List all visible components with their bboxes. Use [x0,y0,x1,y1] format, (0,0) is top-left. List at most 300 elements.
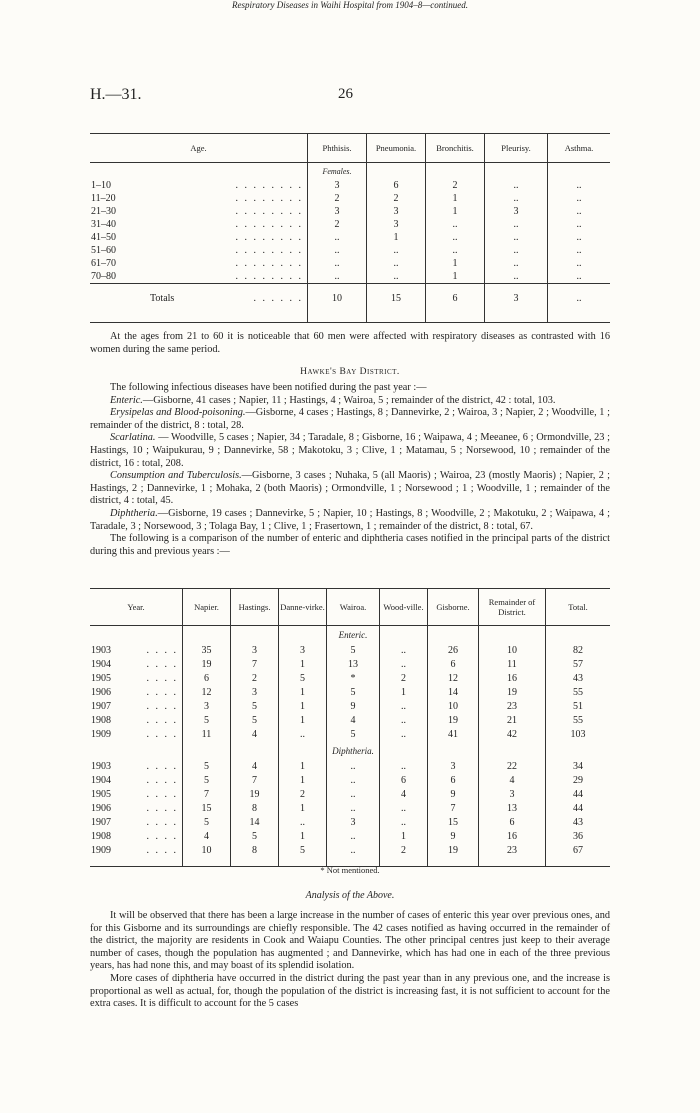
value-cell: 2 [279,788,327,802]
value-cell: .. [380,700,428,714]
value-cell: 5 [327,686,380,700]
value-cell: 6 [479,816,546,830]
spacer [279,742,327,760]
disease-entry [90,470,610,508]
col-bronchitis: Bronchitis. [426,134,485,163]
spacer [279,626,327,645]
value-cell: .. [485,179,548,192]
disease-text: —Gisborne, 19 cases ; Dannevirke, 5 ; Napier, 10 ; Hastings, 8 ; Woodville, 2 ; Makotuku, 2 ; Waipawa, 4 ; Taradale, 3 ; Norsewood, 3 ; Tolaga Bay, 1 ; Clive, 1 ; Frasertown, 1 ; remainder of the district, 8 : total, 67. [90,507,610,532]
leader-dots: . . . . . . . . [211,179,307,192]
value-cell: 19 [428,844,479,858]
value-cell: .. [380,644,428,658]
age-cell: 11–20 [91,193,116,204]
leader-dots: . . . . [128,802,183,816]
value-cell: 1 [380,830,428,844]
value-cell: 6 [367,179,426,192]
value-cell: 7 [231,774,279,788]
value-cell: 3 [367,218,426,231]
analysis-text [90,910,610,1011]
value-cell: 6 [428,658,479,672]
analysis-title: Analysis of the Above. [305,890,395,901]
leader-dots: . . . . . . . . [211,218,307,231]
value-cell: 5 [183,774,231,788]
value-cell: 14 [231,816,279,830]
value-cell: 8 [231,802,279,816]
year-cell: 1907 [91,817,111,828]
totals-row [90,284,610,313]
value-cell: 36 [573,831,583,842]
table-row [90,686,610,700]
value-cell: 5 [327,728,380,742]
value-cell: 2 [380,844,428,858]
table-row [90,205,610,218]
value-cell: .. [327,788,380,802]
page-number: 26 [338,86,353,102]
value-cell: 10 [428,700,479,714]
value-cell: 4 [231,728,279,742]
leader-dots: . . . . . . . . [211,205,307,218]
value-cell: 82 [573,645,583,656]
totals-label: Totals [90,284,211,313]
value-cell: .. [279,728,327,742]
value-cell: 55 [573,687,583,698]
value-cell: 2 [231,672,279,686]
year-cell: 1908 [91,831,111,842]
analysis-p1: It will be observed that there has been a large increase in the number of cases of enteric this year over previous ones, and for this Gisborne and its surroundings are chiefly responsible. The 42 cases notified as having occurred in the remainder of the district, the majority are residents in Cook and Waiapu Counties. The other principal centres just keep to their average number of cases, though the population has augmented ; and Dannevirke, which has had one in each of the three previous years, has had none this, and may boast of its splendid isolation. [90,910,610,972]
spacer [380,742,428,760]
value-cell: 6 [428,774,479,788]
value-cell: .. [576,271,582,282]
value-cell: 5 [279,844,327,858]
table-row [90,644,610,658]
col-dannevirke: Danne-virke. [279,589,327,626]
disease-text: —Gisborne, 4 cases ; Hastings, 8 ; Dannevirke, 2 ; Wairoa, 3 ; Napier, 2 ; Woodville, 1 ; remainder of the district, 8 : total, 28. [90,407,610,431]
value-cell: 3 [485,205,548,218]
table-end [90,312,610,323]
value-cell: 13 [479,802,546,816]
year-cell: 1905 [91,673,111,684]
col-pleurisy: Pleurisy. [485,134,548,163]
disease-text: —Gisborne, 41 cases ; Napier, 11 ; Hastings, 4 ; Wairoa, 5 ; remainder of the district, 42 : total, 103. [142,394,556,406]
age-cell: 1–10 [91,180,111,191]
leader-dots: . . . . [128,672,183,686]
value-cell: 1 [279,774,327,788]
spacer [479,742,546,760]
value-cell: 16 [479,672,546,686]
age-cell: 61–70 [91,258,116,269]
intro: The following infectious diseases have been notified during the past year :— [110,382,427,393]
col-phthisis: Phthisis. [308,134,367,163]
value-cell: 22 [479,760,546,774]
table-row [90,658,610,672]
leader-dots: . . . . [128,760,183,774]
total-cell: 10 [308,284,367,313]
age-cell: 41–50 [91,232,116,243]
value-cell: 3 [183,700,231,714]
value-cell: .. [485,257,548,270]
table-row [90,714,610,728]
table-row [90,257,610,270]
value-cell: 55 [573,715,583,726]
value-cell: 12 [183,686,231,700]
value-cell: .. [576,245,582,256]
footnote: * Not mentioned. [320,865,380,875]
leader-dots: . . . . . . . . [211,192,307,205]
value-cell: 3 [367,205,426,218]
spacer [426,312,485,323]
value-cell: 3 [279,644,327,658]
table-row [90,218,610,231]
value-cell: .. [367,244,426,257]
diphtheria-subhead-label: Diphtheria. [327,742,380,760]
value-cell: .. [367,257,426,270]
col-napier: Napier. [183,589,231,626]
value-cell: .. [308,270,367,284]
value-cell: 1 [426,270,485,284]
table-row [90,816,610,830]
value-cell: .. [327,760,380,774]
leader-dots: . . . . . . [211,284,307,313]
value-cell: 35 [183,644,231,658]
value-cell: .. [380,802,428,816]
value-cell: .. [327,830,380,844]
value-cell: 51 [573,701,583,712]
value-cell: .. [576,180,582,191]
age-cell: 21–30 [91,206,116,217]
value-cell: 57 [573,659,583,670]
disease-name: Erysipelas and Blood-poisoning. [110,407,246,419]
leader-dots: . . . . . . . . [211,257,307,270]
leader-dots: . . . . [128,844,183,858]
col-wairoa: Wairoa. [327,589,380,626]
enteric-subhead-label: Enteric. [327,626,380,645]
value-cell: 6 [380,774,428,788]
spacer [211,312,307,323]
value-cell: .. [485,218,548,231]
spacer [485,312,548,323]
disease-name: Enteric. [110,394,143,406]
value-cell: 3 [308,179,367,192]
year-cell: 1903 [91,645,111,656]
leader-dots: . . . . [128,644,183,658]
total-cell: .. [548,284,611,313]
age-cell: 70–80 [91,271,116,282]
table-row [90,672,610,686]
table-row [90,231,610,244]
value-cell: 16 [479,830,546,844]
value-cell: 34 [573,761,583,772]
value-cell: 3 [231,686,279,700]
diphtheria-subhead [90,742,610,760]
col-age: Age. [90,134,308,163]
spacer [548,312,611,323]
value-cell: 103 [570,729,586,740]
value-cell: 1 [279,760,327,774]
year-cell: 1909 [91,729,111,740]
value-cell: 5 [231,700,279,714]
leader-dots: . . . . [128,686,183,700]
value-cell: 13 [327,658,380,672]
value-cell: 2 [367,192,426,205]
year-cell: 1904 [91,775,111,786]
value-cell: 19 [428,714,479,728]
leader-dots: . . . . [128,700,183,714]
value-cell: 1 [426,205,485,218]
spacer [380,626,428,645]
value-cell: .. [576,232,582,243]
value-cell: 9 [327,700,380,714]
value-cell: 1 [279,802,327,816]
year-cell: 1903 [91,761,111,772]
value-cell: 10 [183,844,231,858]
year-cell: 1905 [91,789,111,800]
spacer [128,742,183,760]
table-row [90,760,610,774]
disease-name: Diphtheria. [110,507,158,519]
value-cell: 19 [231,788,279,802]
value-cell: 42 [479,728,546,742]
leader-dots: . . . . [128,728,183,742]
value-cell: 19 [479,686,546,700]
value-cell: 3 [428,760,479,774]
value-cell: 5 [231,714,279,728]
value-cell: .. [380,658,428,672]
disease-entry [90,508,610,533]
disease-text: — Woodville, 5 cases ; Napier, 34 ; Taradale, 8 ; Gisborne, 16 ; Waipawa, 4 ; Meeanee, 6 ; Ormondville, 23 ; Hastings, 10 ; Waipukurau, 9 ; Dannevirke, 58 ; Makotoku, 3 ; Clive, 1 ; Matamau, 5 ; Norsewood, 10 ; remainder of the district, 16 : total, 208. [90,432,610,469]
col-asthma: Asthma. [548,134,611,163]
total-cell: 15 [367,284,426,313]
value-cell: 5 [231,830,279,844]
total-cell: 3 [485,284,548,313]
leader-dots: . . . . [128,816,183,830]
value-cell: .. [485,231,548,244]
year-cell: 1909 [91,845,111,856]
value-cell: 2 [308,218,367,231]
value-cell: 4 [231,760,279,774]
year-cell: 1906 [91,803,111,814]
table-row [90,788,610,802]
table-row [90,774,610,788]
leader-dots: . . . . . . . . [211,270,307,284]
value-cell: .. [485,192,548,205]
value-cell: 43 [573,817,583,828]
value-cell: .. [279,816,327,830]
table-row [90,830,610,844]
value-cell: .. [308,231,367,244]
value-cell: 9 [428,788,479,802]
value-cell: 23 [479,700,546,714]
value-cell: .. [308,244,367,257]
value-cell: .. [576,206,582,217]
value-cell: .. [327,774,380,788]
value-cell: 26 [428,644,479,658]
spacer [183,742,231,760]
value-cell: 21 [479,714,546,728]
value-cell: .. [327,844,380,858]
value-cell: 4 [380,788,428,802]
value-cell: .. [426,218,485,231]
value-cell: .. [426,244,485,257]
value-cell: 43 [573,673,583,684]
value-cell: .. [308,257,367,270]
col-hastings: Hastings. [231,589,279,626]
spacer [231,742,279,760]
value-cell: 19 [183,658,231,672]
enteric-subhead [90,626,610,645]
value-cell: 1 [279,714,327,728]
value-cell: 1 [380,686,428,700]
value-cell: 7 [231,658,279,672]
leader-dots: . . . . [128,830,183,844]
value-cell: 6 [183,672,231,686]
value-cell: 1 [279,686,327,700]
value-cell: .. [327,802,380,816]
value-cell: 2 [308,192,367,205]
value-cell: .. [485,270,548,284]
value-cell: 5 [183,714,231,728]
value-cell: 1 [367,231,426,244]
value-cell: .. [367,270,426,284]
value-cell: 44 [573,789,583,800]
value-cell: 1 [426,257,485,270]
analysis-p2: More cases of diphtheria have occurred in the district during the past year than in any previous one, and the increase is proportional as well as actual, for, though the population of the district is increasing fast, it is not sufficient to account for the extra cases. It is difficult to account for the 5 cases [90,972,610,1010]
value-cell: 3 [327,816,380,830]
value-cell: 7 [428,802,479,816]
value-cell: 5 [183,760,231,774]
disease-entry [90,432,610,470]
subhead-females: Females. [308,163,367,180]
value-cell: 15 [428,816,479,830]
value-cell: 5 [183,816,231,830]
year-cell: 1908 [91,715,111,726]
value-cell: .. [576,258,582,269]
value-cell: * [327,672,380,686]
value-cell: 2 [426,179,485,192]
spacer [231,626,279,645]
value-cell: 3 [479,788,546,802]
table-row [90,728,610,742]
leader-dots: . . . . [128,774,183,788]
value-cell: 4 [479,774,546,788]
leader-dots: . . . . [128,658,183,672]
section-title: Hawke's Bay District. [300,367,400,377]
age-cell: 31–40 [91,219,116,230]
value-cell: 9 [428,830,479,844]
value-cell: .. [485,244,548,257]
leader-dots: . . . . [128,788,183,802]
leader-dots: . . . . . . . . [211,231,307,244]
disease-name: Scarlatina. [110,432,156,444]
col-woodville: Wood-ville. [380,589,428,626]
spacer [128,626,183,645]
spacer [90,626,128,645]
table-row [90,700,610,714]
value-cell: 4 [327,714,380,728]
spacer [308,312,367,323]
year-cell: 1904 [91,659,111,670]
table-row [90,802,610,816]
spacer [367,312,426,323]
leader-dots: . . . . . . . . [211,244,307,257]
leader-dots: . . . . [128,714,183,728]
total-cell: 6 [426,284,485,313]
value-cell: 12 [428,672,479,686]
diseases-block [90,382,610,558]
value-cell: 3 [308,205,367,218]
value-cell: 10 [479,644,546,658]
disease-entry [90,407,610,432]
value-cell: 41 [428,728,479,742]
value-cell: .. [576,219,582,230]
value-cell: 23 [479,844,546,858]
value-cell: .. [380,816,428,830]
value-cell: 67 [573,845,583,856]
col-year: Year. [90,589,183,626]
col-gisborne: Gisborne. [428,589,479,626]
value-cell: 7 [183,788,231,802]
spacer [428,742,479,760]
page-reference: H.—31. [90,86,142,103]
spacer [479,626,546,645]
value-cell: 8 [231,844,279,858]
respiratory-table [90,133,610,323]
value-cell: .. [380,714,428,728]
value-cell: 11 [479,658,546,672]
value-cell: 4 [183,830,231,844]
value-cell: 11 [183,728,231,742]
value-cell: 1 [279,830,327,844]
table-row [90,179,610,192]
comparison-intro: The following is a comparison of the number of enteric and diphtheria cases notified in the principal parts of the district during this and previous years :— [90,533,610,557]
value-cell: 15 [183,802,231,816]
disease-text: —Gisborne, 3 cases ; Nuhaka, 5 (all Maoris) ; Wairoa, 23 (mostly Maoris) ; Napier, 2 ; Hastings, 2 ; Dannevirke, 1 ; Mohaka, 2 (both Maoris) ; Ormondville, 1 ; Norsewood ; 1 ; Woodville, 1 ; remainder of the district, 4 : total, 45. [90,470,610,507]
value-cell: 2 [380,672,428,686]
table-row [90,192,610,205]
age-cell: 51–60 [91,245,116,256]
value-cell: .. [426,231,485,244]
table-row [90,270,610,284]
value-cell: 1 [279,658,327,672]
table-row [90,244,610,257]
spacer [546,626,611,645]
value-cell: 29 [573,775,583,786]
col-remainder: Remainder of District. [479,589,546,626]
spacer [90,312,211,323]
comparison-table [90,588,610,867]
year-cell: 1907 [91,701,111,712]
value-cell: .. [380,728,428,742]
year-cell: 1906 [91,687,111,698]
disease-name: Consumption and Tuberculosis. [110,470,242,482]
table1-title: Respiratory Diseases in Waihi Hospital from 1904–8—continued. [231,0,469,10]
col-pneumonia: Pneumonia. [367,134,426,163]
spacer [546,742,611,760]
spacer [428,626,479,645]
table-row [90,844,610,858]
disease-entry [90,395,610,408]
paragraph-ages: At the ages from 21 to 60 it is noticeable that 60 men were affected with respiratory diseases as contrasted with 16 women during the same period. [90,331,610,355]
value-cell: 1 [426,192,485,205]
value-cell: .. [576,193,582,204]
value-cell: 3 [231,644,279,658]
value-cell: 1 [279,700,327,714]
spacer [90,742,128,760]
value-cell: 5 [279,672,327,686]
value-cell: 14 [428,686,479,700]
spacer [183,626,231,645]
value-cell: .. [380,760,428,774]
value-cell: 44 [573,803,583,814]
